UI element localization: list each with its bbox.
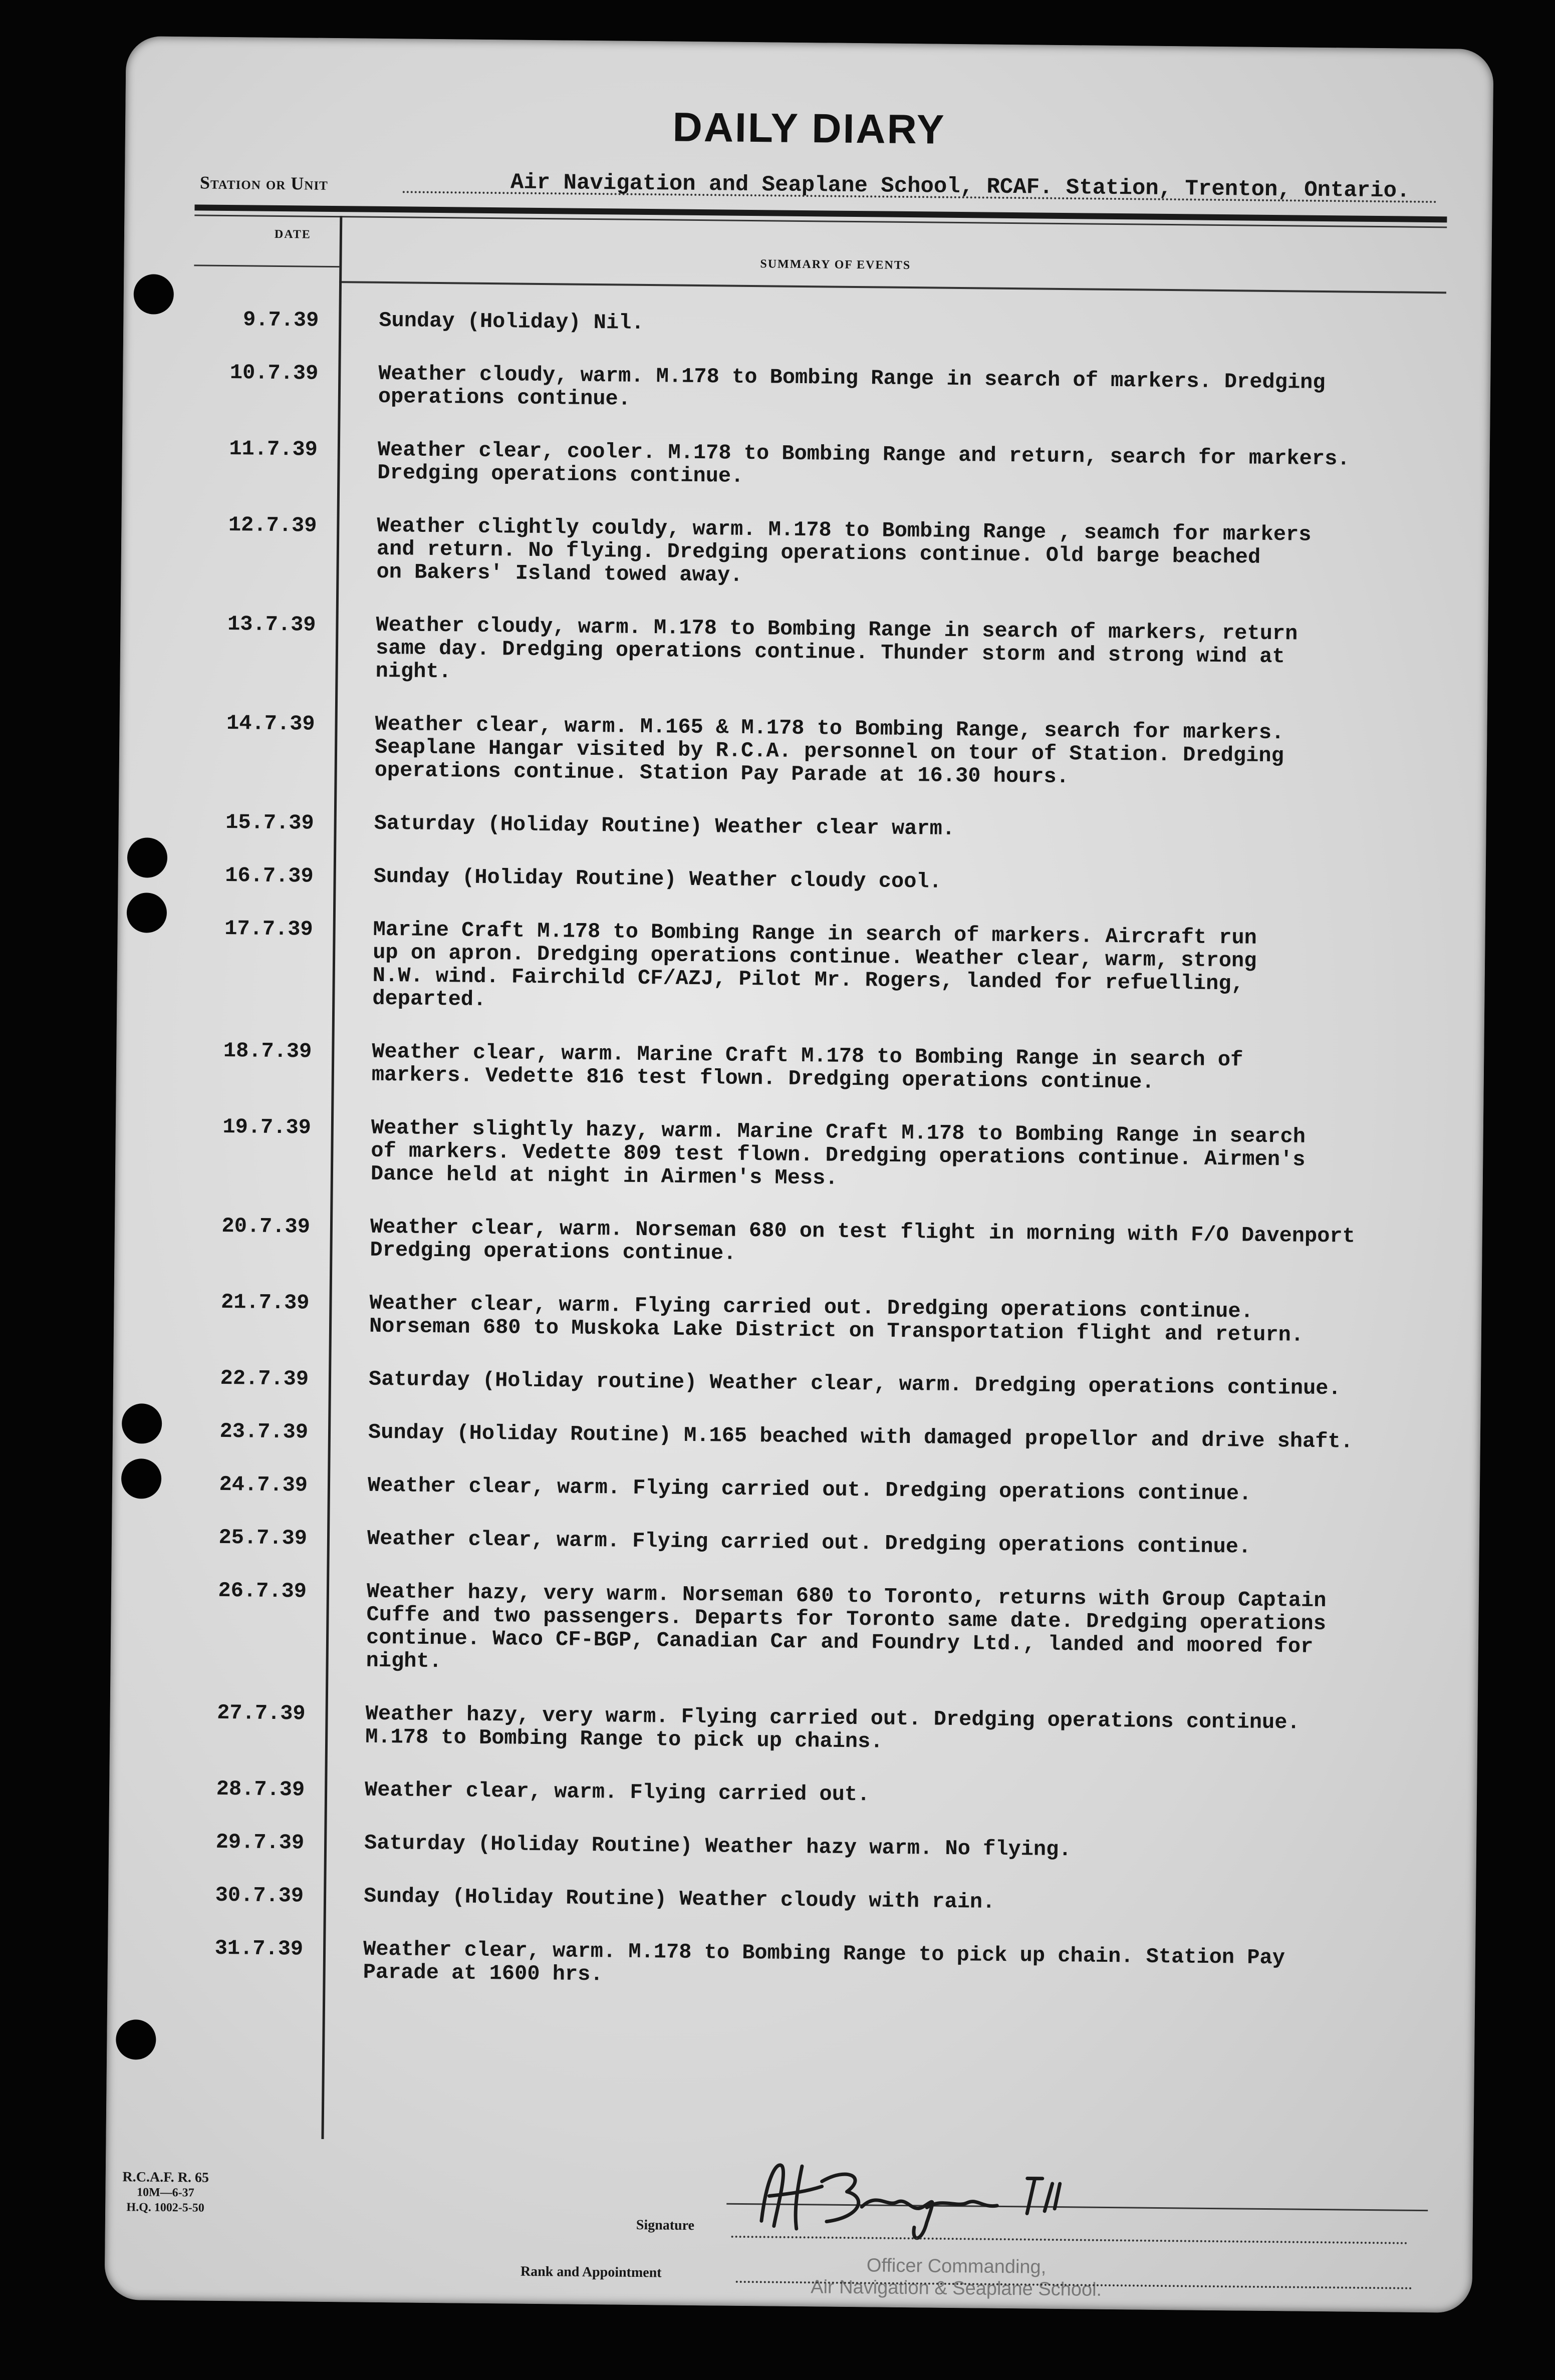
- summary-header-rule: [339, 281, 1446, 293]
- entry-date: 21.7.39: [220, 1290, 310, 1315]
- entry-date: 23.7.39: [219, 1419, 309, 1444]
- signature-label: Signature: [636, 2217, 695, 2234]
- entry-date: 24.7.39: [219, 1472, 308, 1498]
- punch-hole-6: [116, 2019, 156, 2060]
- diary-entry: [112, 1471, 1415, 1507]
- diary-entry: [121, 512, 1424, 593]
- column-header-summary: SUMMARY OF EVENTS: [760, 257, 911, 272]
- entry-text: Saturday (Holiday Routine) Weather hazy warm. No flying.: [364, 1831, 1072, 1862]
- diary-entry: [119, 710, 1422, 792]
- entry-date: 18.7.39: [223, 1038, 312, 1064]
- station-value: Air Navigation and Seaplane School, RCAF. Station, Trenton, Ontario.: [510, 170, 1410, 204]
- entry-text: Weather cloudy, warm. M.178 to Bombing Range in search of markers. Dredging operations continue.: [378, 361, 1326, 411]
- diary-entry: [118, 862, 1420, 898]
- diary-entry: [110, 1700, 1413, 1758]
- entry-text: Weather clear, warm. Marine Craft M.178 to Bombing Range in search of markers. Vedette 816 test flown. Dredging operations continue.: [371, 1039, 1243, 1094]
- entry-date: 11.7.39: [229, 437, 318, 462]
- diary-entry: [110, 1578, 1414, 1682]
- entry-text: Weather cloudy, warm. M.178 to Bombing Range in search of markers, return same day. Dredging operations continue. Thunder storm and strong wind at night.: [375, 613, 1298, 684]
- form-code: [110, 2170, 221, 2216]
- diary-entry: [113, 1418, 1415, 1454]
- diary-entry: [114, 1213, 1417, 1272]
- entry-date: 16.7.39: [225, 863, 314, 888]
- entry-date: 20.7.39: [221, 1214, 311, 1239]
- entry-date: 12.7.39: [228, 513, 317, 538]
- entry-text: Saturday (Holiday Routine) Weather clear warm.: [374, 811, 955, 841]
- entries-list: [107, 307, 1491, 2024]
- entry-date: 26.7.39: [218, 1578, 307, 1604]
- diary-entry: [109, 1829, 1411, 1865]
- diary-entry: [108, 1882, 1411, 1918]
- diary-entry: [112, 1525, 1414, 1560]
- entry-text: Weather clear, warm. Norseman 680 on test flight in morning with F/O Davenport Dredging operations continue.: [370, 1215, 1356, 1266]
- form-code-line3: H.Q. 1002-5-50: [126, 2201, 204, 2215]
- handwritten-signature: [746, 2146, 1108, 2249]
- diary-entry: [117, 916, 1420, 1020]
- entry-date: 14.7.39: [226, 711, 315, 736]
- entry-text: Weather hazy, very warm. Flying carried out. Dredging operations continue. M.178 to Bombing Range to pick up chains.: [365, 1701, 1300, 1754]
- diary-page: [104, 36, 1493, 2313]
- entry-text: Sunday (Holiday Routine) Weather cloudy cool.: [373, 864, 942, 894]
- diary-entry: [116, 1038, 1419, 1096]
- entry-text: Weather clear, warm. Flying carried out.: [364, 1777, 870, 1807]
- entry-text: Sunday (Holiday) Nil.: [379, 308, 644, 335]
- entry-date: 10.7.39: [229, 361, 319, 386]
- column-header-date: DATE: [274, 227, 311, 241]
- entry-text: Sunday (Holiday Routine) Weather cloudy with rain.: [363, 1884, 995, 1914]
- entry-text: Weather clear, warm. Flying carried out. Dredging operations continue.: [367, 1473, 1252, 1506]
- form-code-line1: R.C.A.F. R. 65: [122, 2169, 209, 2186]
- entry-date: 27.7.39: [216, 1700, 306, 1726]
- entry-date: 19.7.39: [222, 1114, 312, 1140]
- diary-entry: [123, 307, 1426, 342]
- entry-date: 31.7.39: [214, 1936, 304, 1961]
- entry-date: 13.7.39: [227, 612, 316, 637]
- diary-entry: [114, 1289, 1417, 1348]
- station-row: [200, 157, 1438, 209]
- rank-value-line2: Air Navigation & Seaplane School.: [811, 2276, 1102, 2300]
- diary-entry: [115, 1114, 1418, 1196]
- entry-text: Weather clear, warm. Flying carried out. Dredging operations continue.: [367, 1526, 1251, 1559]
- entry-text: Weather slightly hazy, warm. Marine Craft M.178 to Bombing Range in search of markers. Vedette 809 test flown. Dredging operations continue. Airmen's Dance held at night in Airmen's Mess.: [370, 1115, 1306, 1191]
- entry-text: Saturday (Holiday routine) Weather clear, warm. Dredging operations continue.: [368, 1367, 1341, 1401]
- date-header-rule: [194, 264, 339, 267]
- entry-date: 17.7.39: [224, 916, 313, 942]
- entry-text: Sunday (Holiday Routine) M.165 beached with damaged propellor and drive shaft.: [368, 1420, 1354, 1454]
- entry-text: Weather clear, warm. Flying carried out. Dredging operations continue. Norseman 680 to Muskoka Lake District on Transportation flight and return.: [369, 1291, 1304, 1347]
- entry-text: Weather clear, cooler. M.178 to Bombing Range and return, search for markers. Dredging operations continue.: [377, 437, 1350, 488]
- entry-date: 22.7.39: [220, 1366, 309, 1391]
- form-code-line2: 10M—6-37: [136, 2186, 194, 2200]
- entry-text: Marine Craft M.178 to Bombing Range in search of markers. Aircraft run up on apron. Dredging operations continue. Weather clear, warm, strong N.W. wind. Fairchild CF/AZJ, Pilot Mr. Rogers, landed for refuelling, departed.: [372, 917, 1257, 1012]
- diary-entry: [118, 809, 1421, 845]
- entry-date: 30.7.39: [215, 1883, 304, 1908]
- entry-date: 15.7.39: [225, 810, 314, 835]
- diary-entry: [122, 436, 1425, 494]
- station-label: Station or Unit: [199, 172, 329, 194]
- diary-entry: [113, 1365, 1416, 1401]
- entry-text: Weather hazy, very warm. Norseman 680 to Toronto, returns with Group Captain Cuffe and two passengers. Departs for Toronto same date. Dredging operations continue. Waco CF-BGP, Canadian Car and Foundry Ltd., landed and moored for night.: [366, 1579, 1327, 1674]
- entry-date: 25.7.39: [218, 1525, 308, 1551]
- diary-entry: [123, 360, 1426, 418]
- entry-text: Weather clightly couldy, warm. M.178 to Bombing Range , seamch for markers and return. No flying. Dredging operations continue. Old barge beached on Bakers' Island towed away.: [376, 513, 1312, 587]
- rank-value-line1: Officer Commanding,: [866, 2255, 1047, 2278]
- entry-date: 9.7.39: [242, 308, 319, 333]
- page-title: DAILY DIARY: [672, 104, 946, 153]
- entry-text: Weather clear, warm. M.165 & M.178 to Bombing Range, search for markers. Seaplane Hangar visited by R.C.A. personnel on tour of Station. Dredging operations continue. Station Pay Parade at 16.30 hours.: [374, 712, 1284, 789]
- entry-date: 29.7.39: [215, 1830, 305, 1855]
- diary-entry: [120, 611, 1423, 693]
- entry-date: 28.7.39: [216, 1776, 305, 1802]
- rank-value: [765, 2253, 1147, 2301]
- diary-entry: [109, 1776, 1412, 1812]
- diary-entry: [107, 1935, 1410, 1994]
- entry-text: Weather clear, warm. M.178 to Bombing Range to pick up chain. Station Pay Parade at 1600 hrs.: [363, 1937, 1285, 1987]
- rank-label: Rank and Appointment: [520, 2263, 662, 2281]
